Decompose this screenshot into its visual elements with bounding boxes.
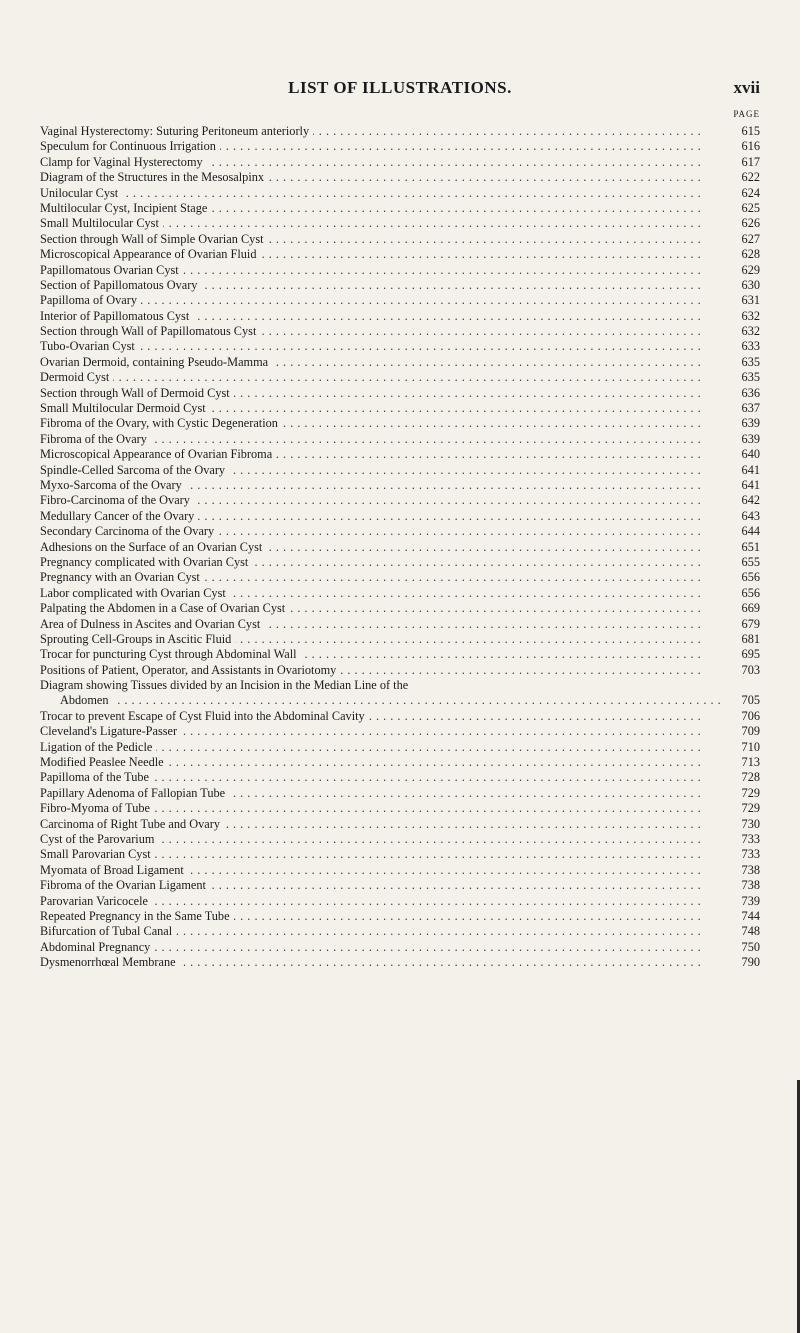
entry-leader: [40, 632, 726, 647]
entry-page-number: 790: [741, 955, 760, 970]
entry-page-number: 635: [741, 354, 760, 369]
list-item: [40, 186, 760, 201]
list-item: [40, 355, 760, 370]
entry-title: Ovarian Dermoid, containing Pseudo-Mamma: [40, 355, 272, 369]
entry-page-number: 628: [741, 247, 760, 262]
entry-leader: [40, 601, 726, 616]
entry-leader: [40, 540, 726, 555]
entry-page-number: 640: [741, 447, 760, 462]
entry-leader: [40, 709, 726, 724]
list-item: [40, 617, 760, 632]
entry-title: Unilocular Cyst: [40, 186, 122, 200]
entry-page-number: 635: [741, 370, 760, 385]
entry-leader: [40, 386, 726, 401]
entry-title: Labor complicated with Ovarian Cyst: [40, 586, 230, 600]
entry-title: Speculum for Continuous Irrigation: [40, 139, 220, 153]
entry-title: Diagram of the Structures in the Mesosalpinx: [40, 170, 268, 184]
entry-page-number: 642: [741, 493, 760, 508]
entry-page-number: 744: [741, 908, 760, 923]
entry-title: Section of Papillomatous Ovary: [40, 278, 201, 292]
entry-page-number: 627: [741, 231, 760, 246]
dot-leader: [40, 293, 726, 308]
entry-title: Pregnancy complicated with Ovarian Cyst: [40, 555, 252, 569]
list-item: [40, 847, 760, 862]
entry-page-number: 738: [741, 878, 760, 893]
entry-page-number: 728: [741, 770, 760, 785]
entry-leader: [60, 693, 726, 708]
list-item: [40, 586, 760, 601]
entry-page-number: 729: [741, 785, 760, 800]
entry-leader: [40, 678, 726, 693]
entry-title: Small Multilocular Dermoid Cyst: [40, 401, 210, 415]
entry-title: Small Parovarian Cyst: [40, 847, 155, 861]
entry-title: Abdominal Pregnancy: [40, 940, 154, 954]
list-item: [40, 155, 760, 170]
entry-title: Secondary Carcinoma of the Ovary: [40, 524, 218, 538]
dot-leader: [40, 339, 726, 354]
entry-page-number: 641: [741, 477, 760, 492]
entry-leader: [40, 339, 726, 354]
list-item: [40, 924, 760, 939]
entry-leader: [40, 570, 726, 585]
entry-leader: [40, 647, 726, 662]
entry-title: Ligation of the Pedicle: [40, 740, 156, 754]
entry-page-number: 632: [741, 308, 760, 323]
entry-title: Fibroma of the Ovarian Ligament: [40, 878, 210, 892]
entry-leader: [40, 432, 726, 447]
list-item: [40, 401, 760, 416]
entry-leader: [40, 355, 726, 370]
entry-title: Multilocular Cyst, Incipient Stage: [40, 201, 211, 215]
entry-leader: [40, 401, 726, 416]
entry-page-number: 655: [741, 554, 760, 569]
entry-leader: [40, 232, 726, 247]
entry-leader: [40, 170, 726, 185]
list-item: [40, 432, 760, 447]
list-item: [40, 709, 760, 724]
entry-title: Myxo-Sarcoma of the Ovary: [40, 478, 186, 492]
entry-title: Repeated Pregnancy in the Same Tube: [40, 909, 234, 923]
entry-page-number: 651: [741, 539, 760, 554]
entry-page-number: 625: [741, 200, 760, 215]
entry-page-number: 641: [741, 462, 760, 477]
list-item: [40, 955, 760, 970]
entry-title: Papillomatous Ovarian Cyst: [40, 263, 183, 277]
list-item: [40, 693, 760, 708]
entry-title: Trocar to prevent Escape of Cyst Fluid into the Abdominal Cavity: [40, 709, 369, 723]
entry-title: Trocar for puncturing Cyst through Abdominal Wall: [40, 647, 301, 661]
entry-title: Papilloma of the Tube: [40, 770, 153, 784]
entry-page-number: 709: [741, 724, 760, 739]
list-item: [40, 201, 760, 216]
entry-leader: [40, 324, 726, 339]
entry-leader: [40, 293, 726, 308]
entry-title: Medullary Cancer of the Ovary: [40, 509, 198, 523]
entry-title: Clamp for Vaginal Hysterectomy: [40, 155, 207, 169]
list-item: [40, 801, 760, 816]
entry-leader: [40, 247, 726, 262]
list-item: [40, 570, 760, 585]
list-item: [40, 416, 760, 431]
entry-leader: [40, 847, 726, 862]
entry-title: Cleveland's Ligature-Passer: [40, 724, 181, 738]
entry-page-number: 615: [741, 124, 760, 138]
entry-leader: [40, 832, 726, 847]
entry-leader: [40, 216, 726, 231]
entry-page-number: 733: [741, 831, 760, 846]
list-item: [40, 463, 760, 478]
entry-title: Myomata of Broad Ligament: [40, 863, 188, 877]
entry-page-number: 637: [741, 401, 760, 416]
list-item: [40, 909, 760, 924]
entry-title: Papillary Adenoma of Fallopian Tube: [40, 786, 229, 800]
entry-title: Section through Wall of Papillomatous Cyst: [40, 324, 260, 338]
list-item: [40, 263, 760, 278]
entry-title: Papilloma of Ovary: [40, 293, 141, 307]
entry-page-number: 710: [741, 739, 760, 754]
entry-leader: [40, 447, 726, 462]
entry-leader: [40, 940, 726, 955]
entry-leader: [40, 555, 726, 570]
entry-leader: [40, 786, 726, 801]
entry-leader: [40, 724, 726, 739]
entry-page-number: 639: [741, 416, 760, 431]
entry-leader: [40, 263, 726, 278]
entry-leader: [40, 186, 726, 201]
list-item: [40, 601, 760, 616]
entry-title: Abdomen: [60, 693, 113, 707]
list-item: [40, 447, 760, 462]
entry-page-number: 730: [741, 816, 760, 831]
list-item: [40, 139, 760, 154]
list-item: [40, 663, 760, 678]
list-item: [40, 555, 760, 570]
entry-leader: [40, 817, 726, 832]
entry-page-number: 636: [741, 385, 760, 400]
entry-title: Parovarian Varicocele: [40, 894, 152, 908]
entry-page-number: 632: [741, 324, 760, 339]
entry-title: Vaginal Hysterectomy: Suturing Peritoneum anteriorly: [40, 124, 313, 138]
illustration-list: [40, 124, 760, 970]
entry-leader: [40, 663, 726, 678]
list-item: [40, 770, 760, 785]
entry-leader: [40, 139, 726, 154]
entry-page-number: 748: [741, 924, 760, 939]
list-item: [40, 678, 760, 693]
entry-leader: [40, 124, 726, 139]
list-item: [40, 540, 760, 555]
running-header: [0, 78, 800, 102]
entry-page-number: 626: [741, 216, 760, 231]
entry-leader: [40, 309, 726, 324]
entry-leader: [40, 478, 726, 493]
entry-title: Fibroma of the Ovary, with Cystic Degeneration: [40, 416, 282, 430]
entry-title: Microscopical Appearance of Ovarian Fluid: [40, 247, 261, 261]
entry-leader: [40, 416, 726, 431]
entry-leader: [40, 955, 726, 970]
entry-page-number: 616: [741, 139, 760, 154]
entry-page-number: 733: [741, 847, 760, 862]
entry-title: Carcinoma of Right Tube and Ovary: [40, 817, 224, 831]
entry-page-number: 656: [741, 585, 760, 600]
entry-title: Sprouting Cell-Groups in Ascitic Fluid: [40, 632, 235, 646]
list-item: [40, 386, 760, 401]
entry-title: Spindle-Celled Sarcoma of the Ovary: [40, 463, 229, 477]
list-item: [40, 786, 760, 801]
entry-title: Dysmenorrhœal Membrane: [40, 955, 180, 969]
list-item: [40, 832, 760, 847]
list-item: [40, 247, 760, 262]
entry-leader: [40, 493, 726, 508]
dot-leader: [60, 693, 726, 708]
entry-title: Positions of Patient, Operator, and Assistants in Ovariotomy: [40, 663, 340, 677]
entry-leader: [40, 740, 726, 755]
entry-leader: [40, 509, 726, 524]
list-item: [40, 278, 760, 293]
entry-leader: [40, 770, 726, 785]
entry-leader: [40, 894, 726, 909]
entry-title: Dermoid Cyst: [40, 370, 113, 384]
entry-page-number: 703: [741, 662, 760, 677]
entry-leader: [40, 201, 726, 216]
entry-leader: [40, 755, 726, 770]
list-item: [40, 478, 760, 493]
entry-leader: [40, 909, 726, 924]
list-item: [40, 894, 760, 909]
entry-page-number: 750: [741, 939, 760, 954]
entry-page-number: 629: [741, 262, 760, 277]
entry-title: Diagram showing Tissues divided by an Incision in the Median Line of the: [40, 678, 412, 692]
list-item: [40, 370, 760, 385]
entry-page-number: 739: [741, 893, 760, 908]
page-column-label: PAGE: [733, 109, 760, 119]
entry-title: Fibroma of the Ovary: [40, 432, 151, 446]
entry-leader: [40, 801, 726, 816]
entry-title: Pregnancy with an Ovarian Cyst: [40, 570, 204, 584]
entry-title: Palpating the Abdomen in a Case of Ovarian Cyst: [40, 601, 289, 615]
list-item: [40, 755, 760, 770]
list-item: [40, 509, 760, 524]
entry-page-number: 617: [741, 154, 760, 169]
list-item: [40, 293, 760, 308]
entry-leader: [40, 863, 726, 878]
entry-leader: [40, 878, 726, 893]
list-item: [40, 647, 760, 662]
entry-leader: [40, 924, 726, 939]
entry-title: Microscopical Appearance of Ovarian Fibroma: [40, 447, 276, 461]
list-item: [40, 493, 760, 508]
entry-page-number: 633: [741, 339, 760, 354]
entry-title: Bifurcation of Tubal Canal: [40, 924, 176, 938]
entry-title: Section through Wall of Simple Ovarian Cyst: [40, 232, 268, 246]
entry-title: Section through Wall of Dermoid Cyst: [40, 386, 234, 400]
list-item: [40, 863, 760, 878]
entry-page-number: 705: [741, 693, 760, 708]
entry-leader: [40, 586, 726, 601]
list-item: [40, 724, 760, 739]
entry-page-number: 729: [741, 801, 760, 816]
entry-page-number: 695: [741, 647, 760, 662]
entry-title: Interior of Papillomatous Cyst: [40, 309, 193, 323]
list-item: [40, 170, 760, 185]
entry-page-number: 644: [741, 524, 760, 539]
entry-title: Adhesions on the Surface of an Ovarian Cyst: [40, 540, 266, 554]
entry-page-number: 738: [741, 862, 760, 877]
entry-leader: [40, 617, 726, 632]
entry-page-number: 622: [741, 170, 760, 185]
entry-page-number: 681: [741, 631, 760, 646]
entry-leader: [40, 155, 726, 170]
list-item: [40, 339, 760, 354]
entry-title: Fibro-Carcinoma of the Ovary: [40, 493, 194, 507]
entry-title: Cyst of the Parovarium: [40, 832, 158, 846]
entry-title: Fibro-Myoma of Tube: [40, 801, 154, 815]
list-item: [40, 524, 760, 539]
entry-page-number: 706: [741, 708, 760, 723]
entry-leader: [40, 370, 726, 385]
entry-leader: [40, 278, 726, 293]
entry-leader: [40, 463, 726, 478]
entry-leader: [40, 524, 726, 539]
entry-page-number: 630: [741, 277, 760, 292]
list-item: [40, 124, 760, 139]
entry-page-number: 643: [741, 508, 760, 523]
list-item: [40, 216, 760, 231]
entry-title: Small Multilocular Cyst: [40, 216, 163, 230]
list-item: [40, 324, 760, 339]
entry-page-number: 713: [741, 755, 760, 770]
list-item: [40, 817, 760, 832]
list-item: [40, 232, 760, 247]
entry-title: Tubo-Ovarian Cyst: [40, 339, 139, 353]
list-item: [40, 740, 760, 755]
entry-page-number: 624: [741, 185, 760, 200]
list-item: [40, 878, 760, 893]
list-item: [40, 940, 760, 955]
list-item: [40, 632, 760, 647]
list-item: [40, 309, 760, 324]
dot-leader: [40, 370, 726, 385]
entry-page-number: 679: [741, 616, 760, 631]
entry-page-number: 631: [741, 293, 760, 308]
page-title: LIST OF ILLUSTRATIONS.: [288, 78, 512, 97]
entry-page-number: 669: [741, 601, 760, 616]
entry-title: Area of Dulness in Ascites and Ovarian Cyst: [40, 617, 264, 631]
entry-page-number: 639: [741, 431, 760, 446]
entry-page-number: 656: [741, 570, 760, 585]
entry-title: Modified Peaslee Needle: [40, 755, 168, 769]
page-number: xvii: [733, 78, 760, 97]
dot-leader: [40, 186, 726, 201]
